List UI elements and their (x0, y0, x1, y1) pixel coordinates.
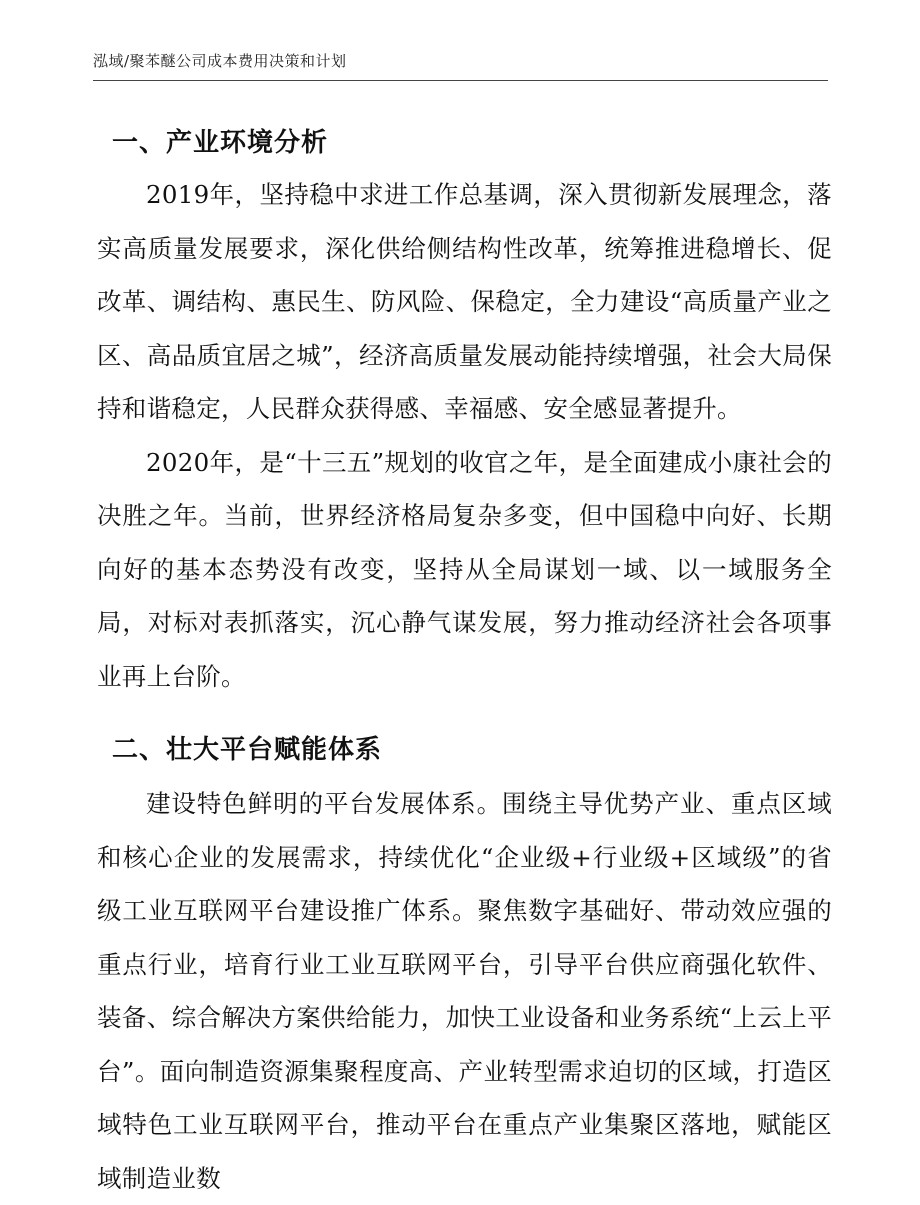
paragraph: 2019年，坚持稳中求进工作总基调，深入贯彻新发展理念，落实高质量发展要求，深化供给侧结构性改革，统筹推进稳增长、促改革、调结构、惠民生、防风险、保稳定，全力建设“高质量产业之区、高品质宜居之城”，经济高质量发展动能持续增强，社会大局保持和谐稳定，人民群众获得感、幸福感、安全感显著提升。 (97, 180, 832, 423)
paragraph: 2020年，是“十三五”规划的收官之年，是全面建成小康社会的决胜之年。当前，世界经济格局复杂多变，但中国稳中向好、长期向好的基本态势没有改变，坚持从全局谋划一域、以一域服务全局，对标对表抓落实，沉心静气谋发展，努力推动经济社会各项事业再上台阶。 (97, 447, 832, 691)
paragraph: 建设特色鲜明的平台发展体系。围绕主导优势产业、重点区域和核心企业的发展需求，持续优化“企业级+行业级+区域级”的省级工业互联网平台建设推广体系。聚焦数字基础好、带动效应强的重点行业，培育行业工业互联网平台，引导平台供应商强化软件、装备、综合解决方案供给能力，加快工业设备和业务系统“上云上平台”。面向制造资源集聚程度高、产业转型需求迫切的区域，打造区域特色工业互联网平台，推动平台在重点产业集聚区落地，赋能区域制造业数 (97, 789, 832, 1193)
document-body (97, 112, 832, 1205)
page-header: 泓域/聚苯醚公司成本费用决策和计划 (93, 52, 347, 70)
section-platform-empowerment (97, 725, 832, 1205)
header-divider (93, 80, 828, 81)
section-heading: 一、产业环境分析 (112, 128, 329, 158)
section-industry-environment (97, 118, 832, 703)
section-heading: 二、壮大平台赋能体系 (112, 735, 383, 765)
